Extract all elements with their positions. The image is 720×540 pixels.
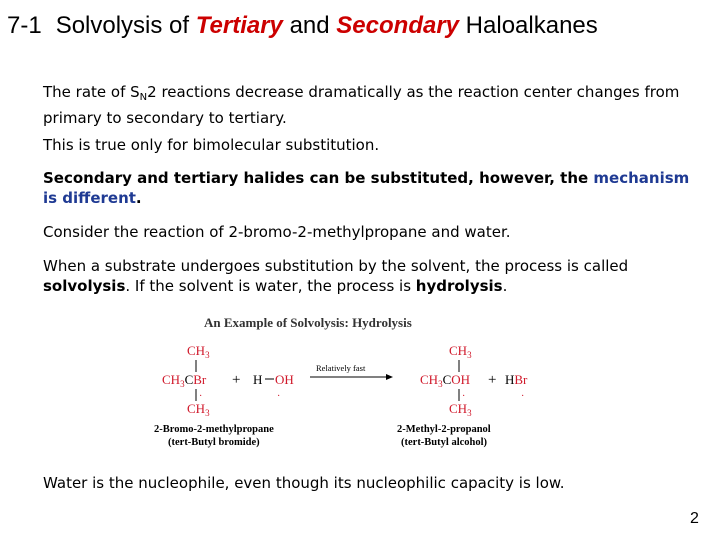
arrow-head [386,374,393,380]
paragraph-rate [43,82,703,128]
hbr-dot: · [521,391,525,402]
water-dot: · [277,391,281,402]
p2-text: This is true only for bimolecular substitution. [43,136,380,154]
section-number: 7-1 [7,12,42,39]
paragraph-nucleophile [43,473,703,493]
water-molecule: H [253,372,263,387]
title-and: and [282,12,337,39]
right-ch3-top: $CH_3$ [449,343,472,360]
plus-sign-2: + [488,372,497,388]
left-dot: · [199,391,203,402]
water-oh: OH [275,372,294,387]
arrow-label: Relatively fast [316,363,366,373]
paragraph-bimolecular [43,135,703,155]
plus-sign: + [232,372,241,388]
slide-title [7,12,598,40]
figure-title: An Example of Solvolysis: Hydrolysis [204,315,412,330]
hydrolysis-figure [150,305,570,455]
p5-text-c: . If the solvent is water, the process is [125,277,416,295]
title-pre: Solvolysis of [55,12,196,39]
p3-text-a: Secondary and tertiary halides can be substituted, however, the [43,169,594,187]
page-number: 2 [690,510,699,527]
right-compound-name: 2-Methyl-2-propanol [397,424,491,435]
hbr-molecule: HBr [505,372,528,387]
p3-mechanism-text: mechanism is different [43,169,690,207]
p1-text-b: 2 reactions decrease dramatically as the reaction center changes from primary to secondary to tertiary. [43,83,680,127]
p1-text-a: The rate of S [43,83,140,101]
title-secondary: Secondary [336,12,460,39]
paragraph-consider [43,222,703,242]
p5-text-a: When a substrate undergoes substitution by the solvent, the process is called [43,257,629,275]
right-center-group: $CH_3COH$ [420,372,471,389]
left-compound-common: (tert-Butyl bromide) [168,437,260,448]
left-center-group: $CH_3CBr$ [162,372,207,389]
p5-solvolysis: solvolysis [43,277,126,295]
p5-hydrolysis: hydrolysis [415,277,503,295]
p3-text-c: . [135,189,142,207]
p4-text: Consider the reaction of 2-bromo-2-methylpropane and water. [43,223,511,241]
left-compound-name: 2-Bromo-2-methylpropane [154,424,274,435]
left-ch3-top: $CH_3$ [187,343,210,360]
right-ch3-bottom: $CH_3$ [449,401,472,418]
paragraph-solvolysis [43,256,703,296]
p1-subscript: N [139,92,148,103]
title-tertiary: Tertiary [195,12,283,39]
p5-text-e: . [502,277,508,295]
paragraph-mechanism [43,168,703,208]
title-post: Haloalkanes [459,12,598,39]
right-dot: · [462,391,466,402]
left-ch3-bottom: $CH_3$ [187,401,210,418]
right-compound-common: (tert-Butyl alcohol) [401,437,488,448]
p6-text: Water is the nucleophile, even though its nucleophilic capacity is low. [43,474,565,492]
